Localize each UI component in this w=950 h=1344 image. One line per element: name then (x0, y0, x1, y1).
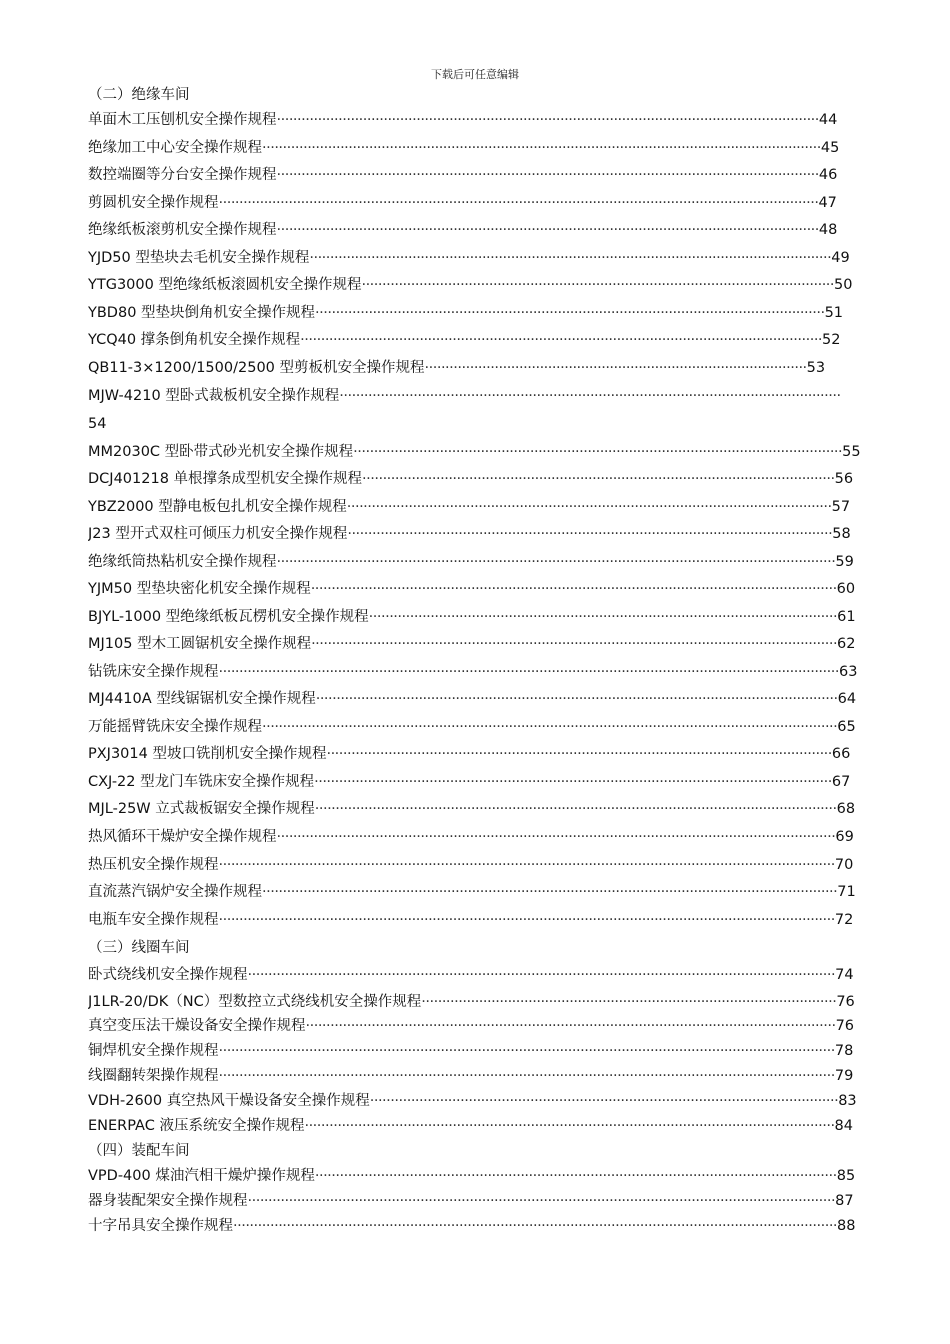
toc-entry[interactable] (88, 854, 853, 876)
toc-page-number: 67 (831, 774, 851, 790)
toc-page-number: 52 (822, 332, 841, 348)
toc-entry-title: 绝缘纸筒热粘机安全操作规程 (88, 554, 277, 570)
toc-section-heading (88, 84, 190, 106)
toc-entry[interactable] (88, 771, 850, 793)
toc-entry[interactable] (88, 109, 837, 131)
toc-entry-title: MJ4410A 型线锯锯机安全操作规程 (88, 691, 316, 707)
toc-entry[interactable] (88, 909, 853, 931)
toc-entry-title: 单面木工压刨机安全操作规程 (88, 112, 277, 128)
toc-entry[interactable] (88, 523, 851, 545)
toc-leader-dots: ······················································································································· (353, 444, 843, 460)
toc-entry[interactable] (88, 496, 850, 518)
toc-leader-dots: ··················································································································· (361, 277, 835, 293)
toc-page-number: 51 (824, 305, 844, 321)
toc-entry-title: 十字吊具安全操作规程 (88, 1218, 233, 1234)
toc-page-number: 78 (834, 1043, 854, 1059)
toc-page-number: 65 (837, 719, 856, 735)
toc-entry-title: 热风循环干燥炉安全操作规程 (88, 829, 277, 845)
toc-page-number: 87 (835, 1193, 854, 1209)
toc-page-number: 46 (818, 167, 838, 183)
toc-entry-title: YTG3000 型绝缘纸板滚圆机安全操作规程 (88, 277, 362, 293)
toc-entry-title: 铜焊机安全操作规程 (88, 1043, 219, 1059)
toc-leader-dots: ·························································································································· (339, 388, 841, 404)
toc-page-number: 74 (835, 967, 854, 983)
toc-entry-title: （四）装配车间 (88, 1143, 190, 1159)
toc-entry-title: MJL-25W 立式裁板锯安全操作规程 (88, 801, 315, 817)
toc-entry[interactable] (88, 441, 861, 463)
toc-leader-dots: ······························································································································· (314, 801, 837, 817)
toc-entry[interactable] (88, 468, 853, 490)
toc-entry[interactable] (88, 329, 841, 351)
toc-entry-title: （二）绝缘车间 (88, 87, 190, 103)
toc-leader-dots: ········································································································································ (276, 829, 836, 845)
toc-entry[interactable] (88, 606, 856, 628)
toc-page-number: 61 (837, 609, 856, 625)
toc-page-number: 60 (836, 581, 856, 597)
toc-page-number: 54 (88, 416, 107, 432)
toc-leader-dots: ································································································································· (304, 1118, 835, 1134)
toc-entry-title: 绝缘纸板滚剪机安全操作规程 (88, 222, 277, 238)
toc-leader-dots: ································································································································ (311, 636, 838, 652)
toc-leader-dots: ··············································································································································· (247, 967, 836, 983)
toc-entry-title: VPD-400 煤油汽相干燥炉操作规程 (88, 1168, 315, 1184)
toc-page-number: 76 (835, 1018, 855, 1034)
toc-entry-title: YJM50 型垫块密化机安全操作规程 (88, 581, 311, 597)
toc-entry-title: YCQ40 撑条倒角机安全操作规程 (88, 332, 301, 348)
toc-entry[interactable] (88, 192, 837, 214)
toc-page-number: 62 (837, 636, 856, 652)
toc-entry-title: J23 型开式双柱可倾压力机安全操作规程 (88, 526, 348, 542)
toc-entry[interactable] (88, 247, 850, 269)
toc-entry-title: QB11-3×1200/1500/2500 型剪板机安全操作规程 (88, 360, 425, 376)
toc-entry[interactable] (88, 1065, 853, 1087)
toc-page-number: 49 (831, 250, 850, 266)
toc-leader-dots: ········································································································································ (262, 140, 821, 156)
toc-entry-title: 绝缘加工中心安全操作规程 (88, 140, 262, 156)
toc-page-number: 48 (818, 222, 838, 238)
toc-section-heading (88, 937, 190, 959)
toc-entry[interactable] (88, 357, 825, 379)
toc-leader-dots: ··················································································································································· (233, 1218, 838, 1234)
toc-leader-dots: ·················································································································· (368, 609, 838, 625)
toc-entry-title: DCJ401218 单根撑条成型机安全操作规程 (88, 471, 363, 487)
toc-entry-title: 线圈翻转架操作规程 (88, 1068, 219, 1084)
toc-entry-title: YBZ2000 型静电板包扎机安全操作规程 (88, 499, 347, 515)
toc-entry-title: MJ105 型木工圆锯机安全操作规程 (88, 636, 312, 652)
toc-leader-dots: ············································································································································ (262, 719, 838, 735)
toc-entry[interactable] (88, 551, 854, 573)
toc-page-number: 59 (835, 554, 854, 570)
toc-page-number: 79 (834, 1068, 854, 1084)
toc-entry-title: VDH-2600 真空热风干燥设备安全操作规程 (88, 1093, 370, 1109)
toc-page-number: 68 (836, 801, 856, 817)
toc-section-heading (88, 1140, 190, 1162)
toc-leader-dots: ······························································································································· (300, 332, 823, 348)
toc-leader-dots: ···································································································································· (276, 167, 819, 183)
toc-entry-title: 钻铣床安全操作规程 (88, 664, 219, 680)
toc-leader-dots: ····································································································· (421, 994, 837, 1010)
toc-entry[interactable] (88, 688, 856, 710)
toc-entry-title: 直流蒸汽锅炉安全操作规程 (88, 884, 262, 900)
toc-entry[interactable] (88, 219, 837, 241)
toc-entry-title: （三）线圈车间 (88, 940, 190, 956)
toc-leader-dots: ······················································································································································ (218, 1068, 835, 1084)
toc-page-number: 69 (835, 829, 854, 845)
toc-page-number: 63 (838, 664, 858, 680)
toc-leader-dots: ········································································································································ (276, 554, 836, 570)
toc-entry[interactable] (88, 1190, 854, 1212)
toc-entry-title: MJW-4210 型卧式裁板机安全操作规程 (88, 388, 340, 404)
toc-entry[interactable] (88, 164, 837, 186)
toc-leader-dots: ···································································································································· (276, 112, 819, 128)
toc-entry[interactable] (88, 1215, 856, 1237)
toc-page-number: 72 (834, 912, 854, 928)
toc-entry[interactable] (88, 137, 839, 159)
toc-leader-dots: ············································································································································ (262, 884, 838, 900)
toc-entry[interactable] (88, 661, 857, 683)
toc-leader-dots: ··············································································································································· (247, 1193, 836, 1209)
toc-page-number: 85 (836, 1168, 856, 1184)
toc-leader-dots: ······················································································································ (346, 499, 832, 515)
toc-page-number: 56 (834, 471, 854, 487)
toc-entry[interactable] (88, 1015, 854, 1037)
toc-leader-dots: ······························································································································· (314, 1168, 837, 1184)
toc-entry-title: 热压机安全操作规程 (88, 857, 219, 873)
toc-page-number: 45 (820, 140, 840, 156)
toc-leader-dots: ······················································································································ (347, 526, 833, 542)
toc-leader-dots: ······························································································································· (309, 250, 832, 266)
toc-entry-title: 万能摇臂铣床安全操作规程 (88, 719, 262, 735)
toc-entry[interactable] (88, 798, 855, 820)
toc-leader-dots: ······················································································································································ (218, 1043, 835, 1059)
toc-leader-dots: ································································································································· (305, 1018, 836, 1034)
toc-leader-dots: ·················································································································· (369, 1093, 839, 1109)
toc-leader-dots: ···································································································································· (276, 222, 819, 238)
toc-leader-dots: ·················································································································································· (218, 195, 819, 211)
toc-entry-title: YJD50 型垫块去毛机安全操作规程 (88, 250, 310, 266)
toc-leader-dots: ······················································································································································· (218, 664, 839, 680)
toc-page-number: 83 (838, 1093, 857, 1109)
toc-entry-title: J1LR-20/DK（NC）型数控立式绕线机安全操作规程 (88, 994, 422, 1010)
toc-entry[interactable] (88, 1165, 855, 1187)
toc-entry[interactable] (88, 302, 843, 324)
toc-page-number: 47 (818, 195, 837, 211)
toc-entry-title: 器身装配架安全操作规程 (88, 1193, 248, 1209)
toc-page-number: 66 (831, 746, 851, 762)
toc-entry[interactable] (88, 881, 856, 903)
toc-entry-title: 卧式绕线机安全操作规程 (88, 967, 248, 983)
toc-entry-title: 电瓶车安全操作规程 (88, 912, 219, 928)
toc-page-number: 84 (834, 1118, 853, 1134)
page-header: 下载后可任意编辑 (431, 68, 519, 81)
toc-entry[interactable] (88, 578, 855, 600)
toc-leader-dots: ····························································································· (424, 360, 807, 376)
toc-entry-title: MM2030C 型卧带式砂光机安全操作规程 (88, 444, 354, 460)
toc-leader-dots: ··························································································································· (326, 746, 832, 762)
toc-entry[interactable] (88, 743, 850, 765)
toc-entry[interactable] (88, 991, 855, 1013)
toc-page-number: 64 (837, 691, 857, 707)
toc-entry[interactable] (88, 964, 854, 986)
toc-page-number: 44 (818, 112, 838, 128)
toc-entry[interactable] (88, 1040, 853, 1062)
toc-entry-title: PXJ3014 型坡口铣削机安全操作规程 (88, 746, 327, 762)
toc-entry[interactable] (88, 716, 856, 738)
toc-page-number: 50 (834, 277, 853, 293)
toc-entry-title: BJYL-1000 型绝缘纸板瓦楞机安全操作规程 (88, 609, 369, 625)
toc-page-number: 55 (842, 444, 861, 460)
toc-entry-title: 剪圆机安全操作规程 (88, 195, 219, 211)
toc-leader-dots: ··················································································································· (362, 471, 835, 487)
toc-leader-dots: ···························································································································· (315, 305, 825, 321)
toc-leader-dots: ······················································································································································ (218, 857, 835, 873)
toc-leader-dots: ······························································································································· (315, 691, 838, 707)
toc-page-number: 70 (834, 857, 854, 873)
toc-page-number: 57 (831, 499, 851, 515)
toc-leader-dots: ································································································································ (310, 581, 837, 597)
toc-entry-title: YBD80 型垫块倒角机安全操作规程 (88, 305, 316, 321)
toc-entry[interactable] (88, 274, 852, 296)
toc-entry[interactable] (88, 1090, 857, 1112)
toc-entry[interactable] (88, 1115, 853, 1137)
toc-page-number: 53 (806, 360, 826, 376)
toc-leader-dots: ······························································································································ (314, 774, 832, 790)
toc-entry-title: CXJ-22 型龙门车铣床安全操作规程 (88, 774, 315, 790)
toc-entry-title: 数控端圈等分台安全操作规程 (88, 167, 277, 183)
toc-entry-title: ENERPAC 液压系统安全操作规程 (88, 1118, 305, 1134)
toc-entry[interactable] (88, 633, 856, 655)
toc-page-number: 58 (832, 526, 851, 542)
toc-entry[interactable] (88, 826, 854, 848)
toc-page-number: 88 (837, 1218, 856, 1234)
toc-page-number: 71 (837, 884, 856, 900)
toc-page-number: 76 (836, 994, 855, 1010)
toc-leader-dots: ······················································································································································ (218, 912, 835, 928)
toc-entry[interactable] (88, 385, 841, 407)
toc-entry-title: 真空变压法干燥设备安全操作规程 (88, 1018, 306, 1034)
